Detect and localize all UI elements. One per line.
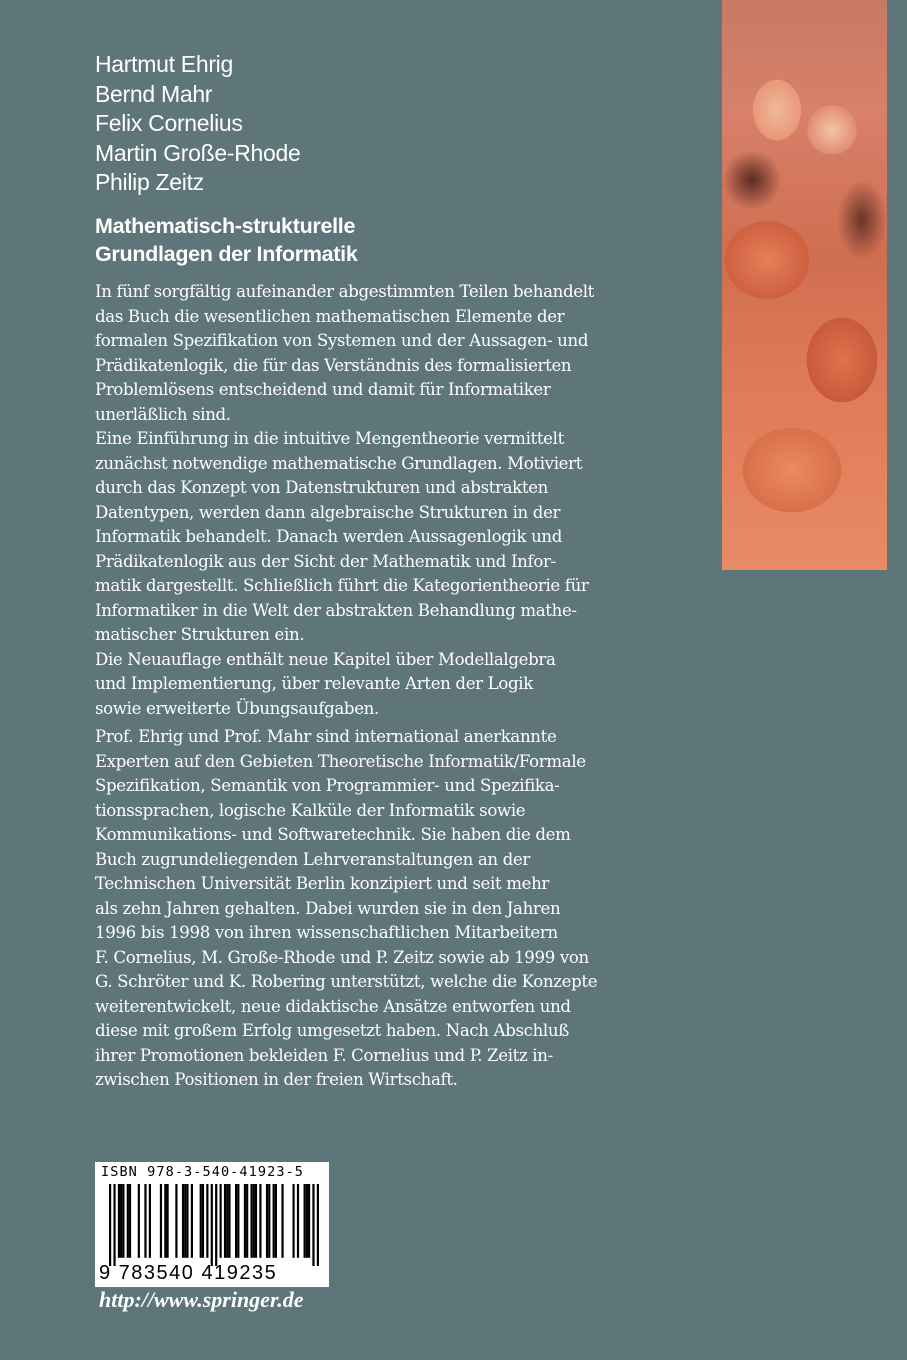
barcode-bar bbox=[200, 1184, 202, 1258]
barcode-bar bbox=[160, 1184, 162, 1258]
barcode-bar bbox=[228, 1184, 230, 1258]
text-line: Technischen Universität Berlin konzipiert und seit mehr bbox=[95, 874, 549, 893]
barcode-bar bbox=[312, 1184, 314, 1266]
barcode-bar bbox=[273, 1184, 275, 1258]
barcode-bar bbox=[304, 1184, 306, 1258]
barcode-bar bbox=[266, 1184, 268, 1258]
book-title-line: Grundlagen der Informatik bbox=[95, 242, 358, 266]
barcode-bar bbox=[186, 1184, 188, 1258]
text-line: tionssprachen, logische Kalküle der Informatik sowie bbox=[95, 800, 526, 820]
barcode bbox=[109, 1184, 319, 1266]
barcode-bar bbox=[175, 1184, 177, 1258]
blurb-paragraph bbox=[95, 427, 635, 648]
blurb-paragraph bbox=[95, 725, 635, 1093]
author-name: Hartmut Ehrig bbox=[95, 51, 233, 77]
text-line: Experten auf den Gebieten Theoretische Informatik/Formale bbox=[95, 751, 586, 771]
barcode-bar bbox=[226, 1184, 228, 1258]
barcode-bar bbox=[122, 1184, 124, 1258]
barcode-bar bbox=[184, 1184, 186, 1258]
cover-artwork bbox=[722, 0, 887, 570]
barcode-bar bbox=[255, 1184, 257, 1258]
blurb-paragraph bbox=[95, 280, 635, 427]
barcode-bar bbox=[250, 1184, 252, 1258]
text-line: Kommunikations- und Softwaretechnik. Sie haben die dem bbox=[95, 825, 571, 844]
barcode-bar bbox=[215, 1184, 217, 1266]
barcode-bar bbox=[206, 1184, 208, 1258]
text-line: Spezifikation, Semantik von Programmier- und Spezifika- bbox=[95, 776, 560, 795]
text-line: Buch zugrundeliegenden Lehrveranstaltungen an der bbox=[95, 849, 530, 869]
barcode-bar bbox=[118, 1184, 120, 1258]
barcode-bar bbox=[202, 1184, 204, 1258]
barcode-bar bbox=[182, 1184, 184, 1258]
text-line: Eine Einführung in die intuitive Mengentheorie vermittelt bbox=[95, 429, 564, 448]
text-line: als zehn Jahren gehalten. Dabei wurden sie in den Jahren bbox=[95, 898, 561, 918]
barcode-bar bbox=[317, 1184, 319, 1266]
barcode-bar bbox=[109, 1184, 111, 1266]
author-name: Martin Große-Rhode bbox=[95, 139, 301, 166]
text-line: Prädikatenlogik, die für das Verständnis des formalisierten bbox=[95, 355, 572, 375]
isbn-barcode-block bbox=[95, 1162, 329, 1287]
barcode-bar bbox=[246, 1184, 248, 1258]
text-line: G. Schröter und K. Robering unterstützt, welche die Konzepte bbox=[95, 972, 598, 991]
text-line: Informatik behandelt. Danach werden Aussagenlogik und bbox=[95, 527, 563, 546]
text-line: matik dargestellt. Schließlich führt die Kategorientheorie für bbox=[95, 576, 589, 595]
blurb-paragraph bbox=[95, 648, 635, 722]
author-name: Philip Zeitz bbox=[95, 169, 204, 195]
text-line: Die Neuauflage enthält neue Kapitel über Modellalgebra bbox=[95, 649, 556, 669]
barcode-bar bbox=[220, 1184, 222, 1258]
publisher-url[interactable]: http://www.springer.de bbox=[99, 1287, 304, 1312]
text-line: In fünf sorgfältig aufeinander abgestimmten Teilen behandelt bbox=[95, 282, 594, 301]
barcode-bar bbox=[306, 1184, 308, 1258]
text-line: diese mit großem Erfolg umgesetzt haben. Nach Abschluß bbox=[95, 1021, 569, 1040]
text-line: Datentypen, werden dann algebraische Strukturen in der bbox=[95, 502, 561, 522]
author-name: Felix Cornelius bbox=[95, 110, 243, 136]
author-name: Bernd Mahr bbox=[95, 80, 213, 107]
text-line: zwischen Positionen in der freien Wirtschaft. bbox=[95, 1070, 458, 1089]
text-line: 1996 bis 1998 von ihren wissenschaftlichen Mitarbeitern bbox=[95, 923, 558, 942]
barcode-bar bbox=[292, 1184, 294, 1258]
text-line: F. Cornelius, M. Große-Rhode und P. Zeitz sowie ab 1999 von bbox=[95, 947, 589, 967]
barcode-bar bbox=[191, 1184, 193, 1258]
text-line: sowie erweiterte Übungsaufgaben. bbox=[95, 698, 379, 718]
text-line: Prof. Ehrig und Prof. Mahr sind international anerkannte bbox=[95, 727, 557, 746]
book-title-line: Mathematisch-strukturelle bbox=[95, 214, 356, 238]
text-line: das Buch die wesentlichen mathematischen Elemente der bbox=[95, 306, 565, 326]
barcode-bar bbox=[129, 1184, 131, 1258]
barcode-bar bbox=[275, 1184, 277, 1258]
text-line: Prädikatenlogik aus der Sicht der Mathematik und Infor- bbox=[95, 551, 556, 571]
barcode-bar bbox=[244, 1184, 246, 1258]
text-line: unerläßlich sind. bbox=[95, 404, 231, 424]
blurb-text bbox=[95, 280, 635, 1093]
barcode-bar bbox=[149, 1184, 151, 1258]
book-title bbox=[95, 212, 357, 268]
barcode-bar bbox=[120, 1184, 122, 1258]
barcode-bar bbox=[144, 1184, 146, 1258]
text-line: formalen Spezifikation von Systemen und der Aussagen- und bbox=[95, 331, 589, 350]
barcode-bar bbox=[166, 1184, 168, 1258]
barcode-bar bbox=[297, 1184, 299, 1258]
ean-digits: 9 783540 419235 bbox=[99, 1262, 278, 1284]
barcode-bar bbox=[164, 1184, 166, 1258]
text-line: Problemlösens entscheidend und damit für Informatiker bbox=[95, 380, 551, 399]
isbn-label: ISBN 978-3-540-41923-5 bbox=[101, 1164, 305, 1180]
barcode-bar bbox=[224, 1184, 226, 1258]
barcode-bar bbox=[259, 1184, 261, 1258]
text-line: und Implementierung, über relevante Arten der Logik bbox=[95, 674, 533, 693]
barcode-bar bbox=[113, 1184, 115, 1266]
text-line: weiterentwickelt, neue didaktische Ansätze entworfen und bbox=[95, 996, 571, 1016]
barcode-bar bbox=[211, 1184, 213, 1266]
barcode-bar bbox=[127, 1184, 129, 1258]
text-line: Informatiker in die Welt der abstrakten Behandlung mathe- bbox=[95, 600, 577, 620]
barcode-bar bbox=[237, 1184, 239, 1258]
author-list bbox=[95, 50, 301, 198]
barcode-bar bbox=[138, 1184, 140, 1258]
barcode-bar bbox=[235, 1184, 237, 1258]
barcode-bar bbox=[281, 1184, 283, 1258]
text-line: matischer Strukturen ein. bbox=[95, 625, 305, 644]
text-line: zunächst notwendige mathematische Grundlagen. Motiviert bbox=[95, 453, 583, 473]
barcode-bar bbox=[253, 1184, 255, 1258]
text-line: durch das Konzept von Datenstrukturen und abstrakten bbox=[95, 478, 549, 497]
barcode-bar bbox=[308, 1184, 310, 1258]
barcode-bar bbox=[268, 1184, 270, 1258]
text-line: ihrer Promotionen bekleiden F. Cornelius und P. Zeitz in- bbox=[95, 1045, 553, 1065]
